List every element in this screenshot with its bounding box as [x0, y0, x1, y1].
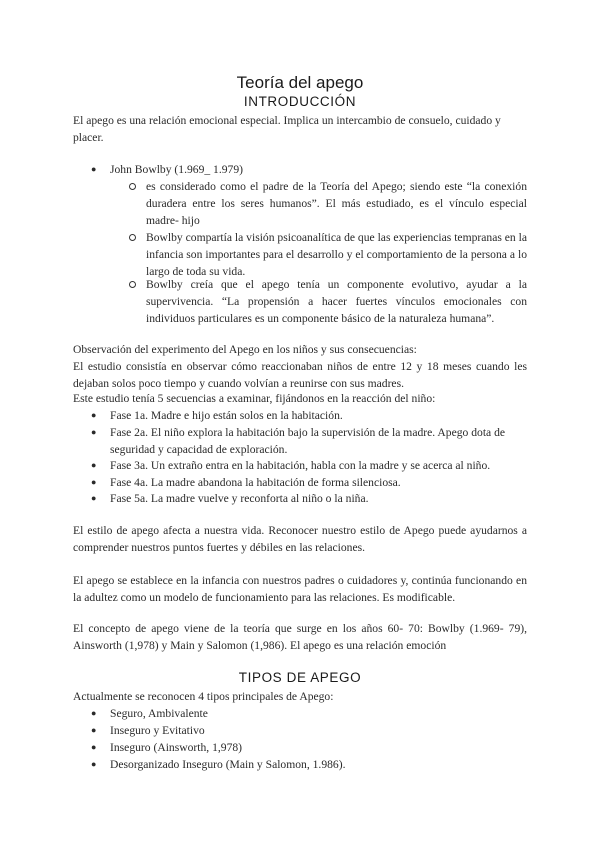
phase-text: Fase 3a. Un extraño entra en la habitación, habla con la madre y se acerca al niño.	[110, 459, 491, 472]
body-paragraph: El apego se establece en la infancia con nuestros padres o cuidadores y, continúa funcionando en la adultez como un modelo de funcionamiento para las relaciones. Es modificable.	[73, 574, 527, 604]
bowlby-subitem-text: Bowlby compartía la visión psicoanalítica de que las experiencias tempranas en la infancia son importantes para el desarrollo y el comportamiento de la persona a lo largo de toda su vida.	[146, 231, 527, 278]
bullet-icon: ●	[91, 427, 97, 437]
phase-text: Fase 2a. El niño explora la habitación bajo la supervisión de la madre. Apego dota de seguridad y capacidad de exploración.	[110, 426, 506, 456]
bullet-icon: ●	[91, 742, 97, 752]
bullet-icon: ●	[91, 460, 97, 470]
phase-text: Fase 5a. La madre vuelve y reconforta al niño o la niña.	[110, 492, 369, 505]
bullet-icon: ●	[91, 759, 97, 769]
experiment-description: El estudio consistía en observar cómo reaccionaban niños de entre 12 y 18 meses cuando les dejaban solos poco tiempo y cuando volvían a reunirse con sus madres.	[73, 360, 527, 390]
body-paragraph: El concepto de apego viene de la teoría que surge en los años 60- 70: Bowlby (1.969- 79), Ainsworth (1,978) y Main y Salomon (1,986). El apego es una relación emoción	[73, 622, 527, 652]
circle-bullet-icon	[129, 183, 136, 190]
type-text: Desorganizado Inseguro (Main y Salomon, 1.986).	[110, 758, 346, 771]
phase-text: Fase 1a. Madre e hijo están solos en la habitación.	[110, 409, 343, 422]
intro-heading: INTRODUCCIÓN	[243, 94, 357, 109]
bullet-icon: ●	[91, 493, 97, 503]
types-intro: Actualmente se reconocen 4 tipos principales de Apego:	[73, 690, 334, 703]
bowlby-subitem-text: es considerado como el padre de la Teoría del Apego; siendo este “la conexión duradera entre los seres humanos”. El más estudiado, es el vínculo especial madre- hijo	[146, 180, 527, 227]
bullet-icon: ●	[91, 477, 97, 487]
types-heading: TIPOS DE APEGO	[238, 670, 362, 685]
type-text: Inseguro y Evitativo	[110, 724, 205, 737]
bullet-icon: ●	[91, 708, 97, 718]
circle-bullet-icon	[129, 281, 136, 288]
document-title: Teoría del apego	[236, 73, 364, 92]
bullet-icon: ●	[91, 410, 97, 420]
intro-paragraph: El apego es una relación emocional especial. Implica un intercambio de consuelo, cuidado y placer.	[73, 114, 501, 144]
bowlby-label: John Bowlby (1.969_ 1.979)	[110, 163, 244, 176]
type-text: Inseguro (Ainsworth, 1,978)	[110, 741, 243, 754]
bullet-icon: ●	[91, 164, 97, 174]
sequences-intro: Este estudio tenía 5 secuencias a examinar, fijándonos en la reacción del niño:	[73, 392, 436, 405]
bowlby-subitem-text: Bowlby creía que el apego tenía un componente evolutivo, ayudar a la supervivencia. “La propensión a hacer fuertes vínculos emocionales con individuos particulares es un componente básico de la naturaleza humana”.	[146, 278, 527, 325]
bullet-icon: ●	[91, 725, 97, 735]
circle-bullet-icon	[129, 234, 136, 241]
phase-text: Fase 4a. La madre abandona la habitación de forma silenciosa.	[110, 476, 401, 489]
type-text: Seguro, Ambivalente	[110, 707, 208, 720]
body-paragraph: El estilo de apego afecta a nuestra vida. Reconocer nuestro estilo de Apego puede ayudarnos a comprender nuestros puntos fuertes y débiles en las relaciones.	[73, 524, 527, 554]
experiment-heading: Observación del experimento del Apego en los niños y sus consecuencias:	[73, 343, 417, 356]
